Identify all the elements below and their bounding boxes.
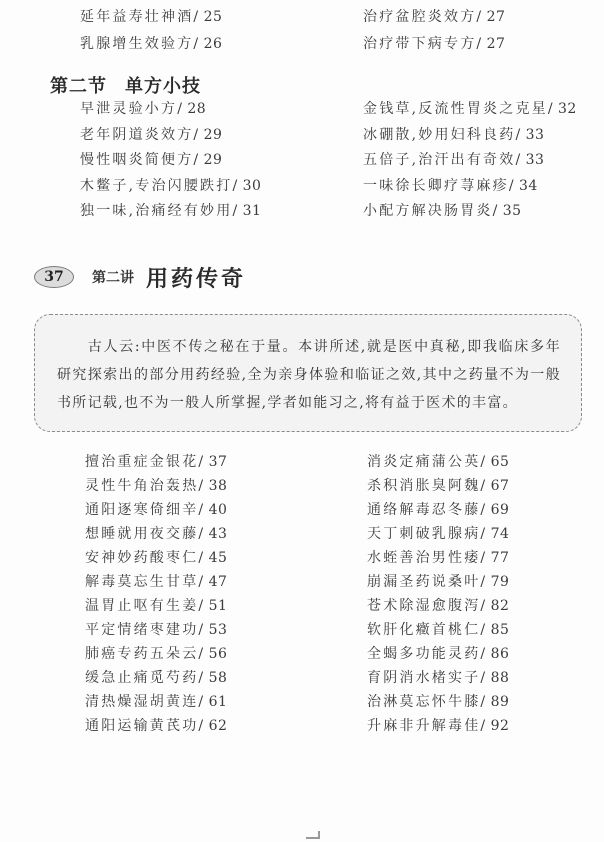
toc-entry-title: 解毒莫忘生甘草 [85,574,199,590]
toc-entry-page: / 27 [476,36,506,52]
toc-entry-title: 平定情绪枣建功 [85,622,199,638]
toc-entry [85,498,227,522]
section-heading [50,72,201,98]
section-number: 第二节 [50,76,107,97]
toc-entry [363,199,577,225]
toc-entry [80,31,222,58]
toc-entry-page: / 30 [232,177,262,194]
toc-entry [85,714,227,738]
toc-entry [367,498,509,522]
toc-entry-title: 乳腺增生效验方 [80,36,194,52]
toc-entry [80,174,261,200]
toc-entry-title: 通阳逐寒倚细辛 [85,502,199,518]
toc-entry-page: / 34 [508,177,538,194]
toc-entry [363,123,577,149]
toc-entry-page: / 32 [547,101,577,117]
toc-entry-title: 想睡就用夜交藤 [85,526,199,542]
toc-entry-page: / 38 [198,478,228,494]
toc-entry [367,570,509,594]
toc-entry-title: 慢性咽炎简便方 [80,152,194,168]
toc-entry-title: 肺癌专药五朵云 [85,646,199,662]
toc-entry-page: / 26 [193,36,223,52]
toc-entry-title: 老年阴道炎效方 [80,126,194,143]
toc-entry-page: / 85 [480,622,510,638]
toc-entry [80,123,261,149]
toc-entry [367,522,509,546]
toc-entry [367,546,509,570]
toc-entry-title: 木鳖子,专治闪腰跌打 [80,177,233,194]
toc-entry-page: / 67 [480,478,510,494]
toc-entry-page: / 43 [198,526,228,542]
toc-entry [367,450,509,474]
intro-box [34,314,582,432]
toc-entry [85,474,227,498]
toc-entry [85,618,227,642]
toc-entry-page: / 51 [198,598,228,614]
toc-entry [85,570,227,594]
toc-entry-page: / 35 [492,203,522,219]
toc-entry-page: / 92 [480,718,510,734]
toc-entry [85,642,227,666]
toc-entry-title: 延年益寿壮神酒 [80,9,194,25]
toc-entry-page: / 79 [480,574,510,590]
toc-entry-title: 缓急止痛觅芍药 [85,670,199,686]
toc-entry-title: 一味徐长卿疗荨麻疹 [363,177,509,194]
toc-entry [363,148,577,174]
toc-entry-title: 早泄灵验小方 [80,101,178,117]
toc-entry-page: / 65 [480,454,510,470]
toc-entry-title: 治淋莫忘怀牛膝 [367,694,481,710]
toc-entry [367,474,509,498]
toc-entry-title: 天丁刺破乳腺病 [367,526,481,542]
toc-entry-page: / 27 [476,9,506,25]
toc-entry-title: 水蛭善治男性痿 [367,550,481,566]
toc-entry [367,618,509,642]
lecture-title: 用药传奇 [146,266,247,292]
toc-lecture-left [85,450,227,738]
toc-entry-page: / 89 [480,694,510,710]
toc-entry [85,546,227,570]
toc-entry-title: 升麻非升解毒佳 [367,718,481,734]
toc-entry-title: 苍术除湿愈腹泻 [367,598,481,614]
toc-entry-page: / 33 [515,126,545,143]
toc-entry [363,97,577,123]
toc-entry-page: / 58 [198,670,228,686]
toc-entry [80,148,261,174]
intro-text: 古人云:中医不传之秘在于量。本讲所述,就是医中真秘,即我临床多年研究探索出的部分用药经验,全为亲身体验和临证之效,其中之药量不为一般书所记载,也不为一般人所掌握,学者如能习之,将有益于医术的丰富。 [57,339,561,411]
toc-entry-page: / 86 [480,646,510,662]
toc-entry-title: 崩漏圣药说桑叶 [367,574,481,590]
toc-entry [80,97,261,123]
toc-entry-page: / 31 [232,203,262,219]
toc-entry [367,594,509,618]
toc-entry-title: 软肝化癥首桃仁 [367,622,481,638]
toc-entry-title: 安神妙药酸枣仁 [85,550,199,566]
toc-entry-title: 擅治重症金银花 [85,454,199,470]
toc-entry-page: / 77 [480,550,510,566]
toc-entry-title: 冰硼散,妙用妇科良药 [363,126,516,143]
toc-lecture-right [367,450,509,738]
toc-entry [80,4,222,31]
toc-entry-page: / 74 [480,526,510,542]
section-name: 单方小技 [125,76,201,97]
toc-entry-title: 清热燥湿胡黄连 [85,694,199,710]
toc-entry-page: / 33 [515,152,545,168]
lecture-number: 第二讲 [92,270,134,286]
toc-section2-right [363,97,577,225]
toc-entry-page: / 45 [198,550,228,566]
toc-entry [85,666,227,690]
toc-entry-title: 通络解毒忍冬藤 [367,502,481,518]
toc-entry-title: 金钱草,反流性胃炎之克星 [363,101,548,117]
toc-entry [80,199,261,225]
toc-entry-page: / 56 [198,646,228,662]
toc-entry-page: / 40 [198,502,228,518]
toc-entry [367,642,509,666]
toc-entry [85,594,227,618]
toc-entry [367,714,509,738]
toc-entry-page: / 88 [480,670,510,686]
toc-entry [367,666,509,690]
toc-entry [363,4,505,31]
toc-entry-title: 全蝎多功能灵药 [367,646,481,662]
toc-entry-title: 消炎定痛蒲公英 [367,454,481,470]
toc-entry-title: 杀积消胀臭阿魏 [367,478,481,494]
toc-top-right [363,4,505,58]
toc-entry-title: 五倍子,治汗出有奇效 [363,152,516,168]
toc-entry-title: 温胃止呕有生姜 [85,598,199,614]
toc-entry [85,450,227,474]
toc-entry-page: / 29 [193,126,223,143]
lecture-heading [34,262,246,292]
toc-entry [85,690,227,714]
toc-entry-page: / 37 [198,454,228,470]
toc-entry-title: 治疗带下病专方 [363,36,477,52]
toc-entry [363,31,505,58]
toc-entry-title: 治疗盆腔炎效方 [363,9,477,25]
page-footer-mark [306,831,320,839]
toc-entry [363,174,577,200]
toc-entry-title: 育阴消水楮实子 [367,670,481,686]
toc-entry-page: / 61 [198,694,228,710]
toc-entry [367,690,509,714]
toc-entry-page: / 28 [177,101,207,117]
toc-entry-page: / 25 [193,9,223,25]
toc-entry-title: 通阳运输黄芪功 [85,718,199,734]
toc-section2-left [80,97,261,225]
toc-entry-page: / 82 [480,598,510,614]
toc-entry-page: / 69 [480,502,510,518]
toc-entry-title: 小配方解决肠胃炎 [363,203,493,219]
toc-top-left [80,4,222,58]
toc-entry-page: / 53 [198,622,228,638]
toc-entry-title: 独一味,治痛经有妙用 [80,203,233,219]
toc-entry [85,522,227,546]
toc-entry-page: / 29 [193,152,223,168]
toc-entry-title: 灵性牛角治轰热 [85,478,199,494]
toc-entry-page: / 47 [198,574,228,590]
toc-entry-page: / 62 [198,718,228,734]
page-number-badge: 37 [34,266,74,288]
